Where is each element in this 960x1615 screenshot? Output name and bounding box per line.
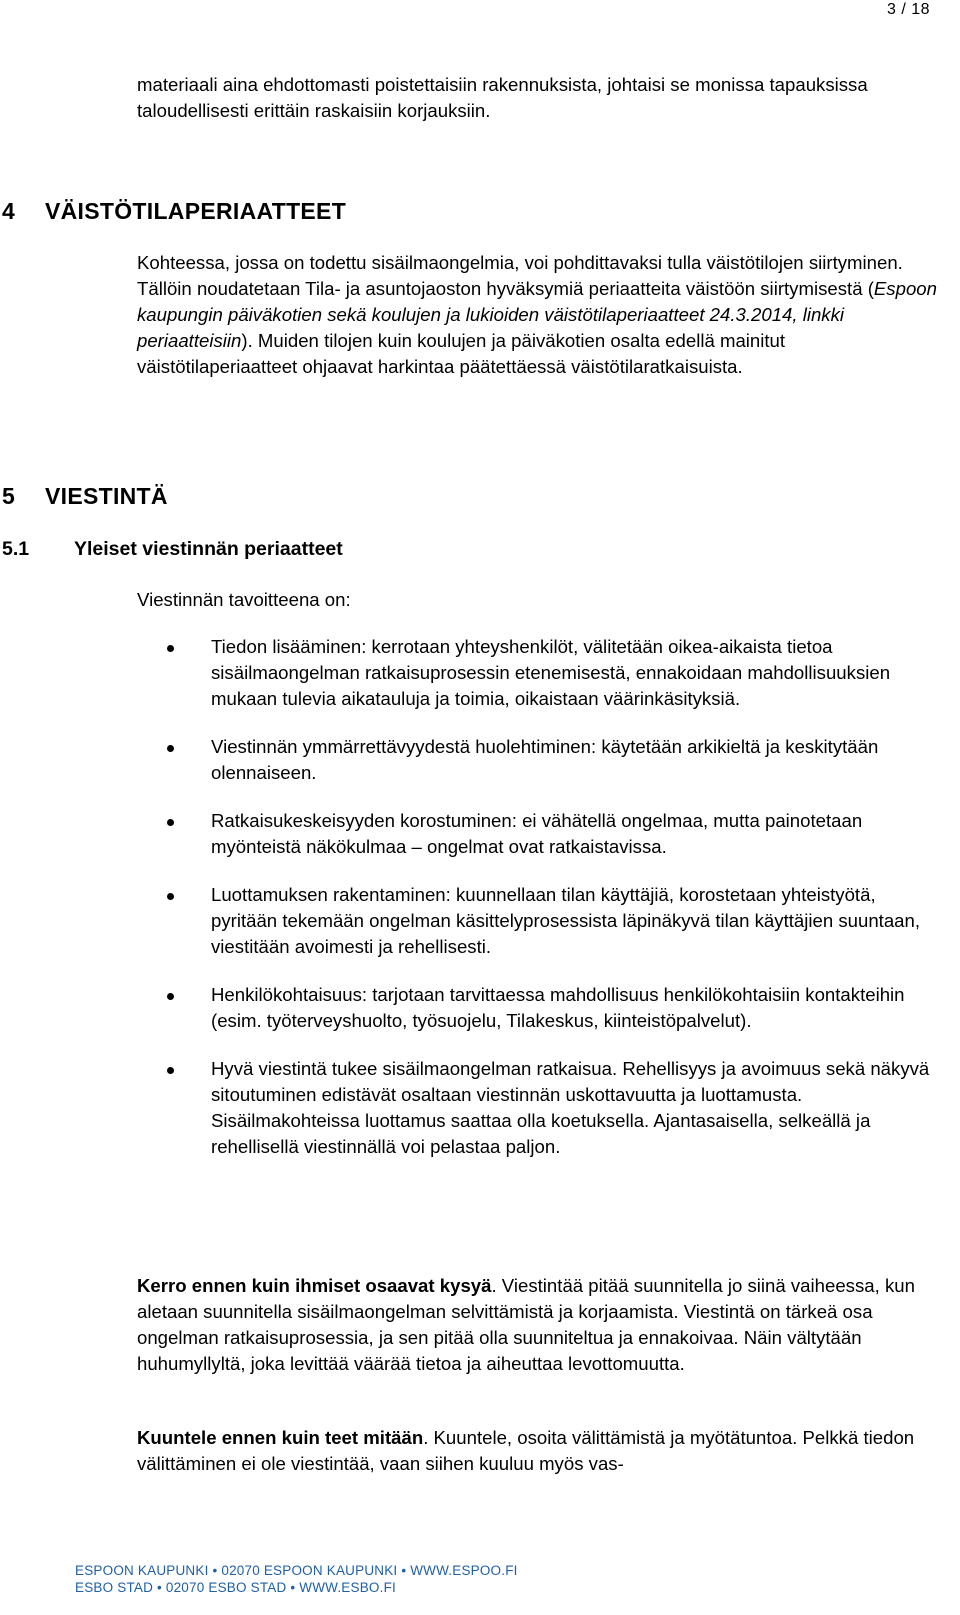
bullet-icon xyxy=(167,745,174,752)
list-item-text: Henkilökohtaisuus: tarjotaan tarvittaessa mahdollisuus henkilökohtaisiin kontakteihin (esim. työterveyshuolto, työsuojelu, Tilakeskus, kiinteistöpalvelut). xyxy=(211,984,905,1031)
list-item xyxy=(137,882,937,960)
list-item xyxy=(137,982,937,1034)
intro-paragraph: materiaali aina ehdottomasti poistettaisiin rakennuksista, johtaisi se monissa tapauksissa taloudellisesti erittäin raskaisiin korjauksiin. xyxy=(137,74,868,121)
footer-line-1: ESPOON KAUPUNKI • 02070 ESPOON KAUPUNKI • WWW.ESPOO.FI xyxy=(75,1563,518,1578)
section-5-1-heading xyxy=(2,535,343,563)
list-item-text: Luottamuksen rakentaminen: kuunnellaan tilan käyttäjiä, korostetaan yhteistyötä, pyritään tekemään ongelman käsittelyprosessista läpinäkyvä tilan käyttäjien suuntaan, viestitään avoimesti ja rehellisesti. xyxy=(211,884,921,957)
page-number: 3 / 18 xyxy=(886,1,930,18)
list-item-text: Tiedon lisääminen: kerrotaan yhteyshenkilöt, välitetään oikea-aikaista tietoa sisäilmaongelman ratkaisuprosessin etenemisestä, ennakoidaan mahdollisuuksien mukaan tulevia aikatauluja ja toimia, oikaistaan väärinkäsityksiä. xyxy=(211,636,891,709)
bullet-icon xyxy=(167,993,174,1000)
footer-line-2: ESBO STAD • 02070 ESBO STAD • WWW.ESBO.FI xyxy=(75,1580,396,1595)
list-item xyxy=(137,1056,937,1160)
list-item xyxy=(137,808,937,860)
section-4-title: VÄISTÖTILAPERIAATTEET xyxy=(45,198,347,224)
goals-lead: Viestinnän tavoitteena on: xyxy=(137,589,351,610)
listen-text: . Kuuntele, osoita välittämistä ja myötätuntoa. Pelkkä tiedon välittäminen ei ole viestintää, vaan siihen kuuluu myös vas- xyxy=(137,1427,915,1474)
section-4-heading xyxy=(2,196,346,226)
section-5-number: 5 xyxy=(2,483,16,509)
bullet-icon xyxy=(167,893,174,900)
ask-paragraph xyxy=(137,1273,937,1377)
listen-paragraph xyxy=(137,1425,937,1477)
section-5-heading xyxy=(2,481,168,511)
listen-heading: Kuuntele ennen kuin teet mitään xyxy=(137,1427,424,1448)
guideline-link[interactable]: Espoon kaupungin päiväkotien sekä koulujen ja lukioiden väistötilaperiaatteet 24.3.2014, linkki periaatteisiin xyxy=(137,278,937,351)
goals-list xyxy=(137,634,937,1182)
section-4-paragraph xyxy=(137,250,937,380)
bullet-icon xyxy=(167,1067,174,1074)
list-item-text: Viestinnän ymmärrettävyydestä huolehtiminen: käytetään arkikieltä ja keskitytään olennaiseen. xyxy=(211,736,879,783)
section-4-text-end: ). Muiden tilojen kuin koulujen ja päiväkotien osalta edellä mainitut väistötilaperiaatteet ohjaavat harkintaa päätettäessä väistötilaratkaisuista. xyxy=(137,330,786,377)
list-item xyxy=(137,634,937,712)
section-5-1-title: Yleiset viestinnän periaatteet xyxy=(74,538,343,560)
ask-text: . Viestintää pitää suunnitella jo siinä vaiheessa, kun aletaan suunnitella sisäilmaongelman selvittämistä ja korjaamista. Viestintä on tärkeä osa ongelman ratkaisuprosessia, ja sen pitää olla suunniteltua ja ennakoivaa. Näin vältytään huhumyllyltä, joka levittää väärää tietoa ja aiheuttaa levottomuutta. xyxy=(137,1275,915,1374)
section-4-text: Kohteessa, jossa on todettu sisäilmaongelmia, voi pohdittavaksi tulla väistötilojen siirtyminen. Tällöin noudatetaan Tila- ja asuntojaoston hyväksymiä periaatteita väistöön siirtymisestä ( xyxy=(137,252,903,299)
list-item-text: Ratkaisukeskeisyyden korostuminen: ei vähätellä ongelmaa, mutta painotetaan myönteistä näkökulmaa – ongelmat ovat ratkaistavissa. xyxy=(211,810,863,857)
section-5-title: VIESTINTÄ xyxy=(45,483,168,509)
section-4-number: 4 xyxy=(2,198,16,224)
ask-heading: Kerro ennen kuin ihmiset osaavat kysyä xyxy=(137,1275,492,1296)
bullet-icon xyxy=(167,645,174,652)
bullet-icon xyxy=(167,819,174,826)
list-item-text: Hyvä viestintä tukee sisäilmaongelman ratkaisua. Rehellisyys ja avoimuus sekä näkyvä sitoutuminen edistävät osaltaan viestinnän uskottavuutta ja luottamusta. Sisäilmakohteissa luottamus saattaa olla koetuksella. Ajantasaisella, selkeällä ja rehellisellä viestinnällä voi pelastaa paljon. xyxy=(211,1058,930,1157)
section-5-1-number: 5.1 xyxy=(2,538,30,560)
list-item xyxy=(137,734,937,786)
